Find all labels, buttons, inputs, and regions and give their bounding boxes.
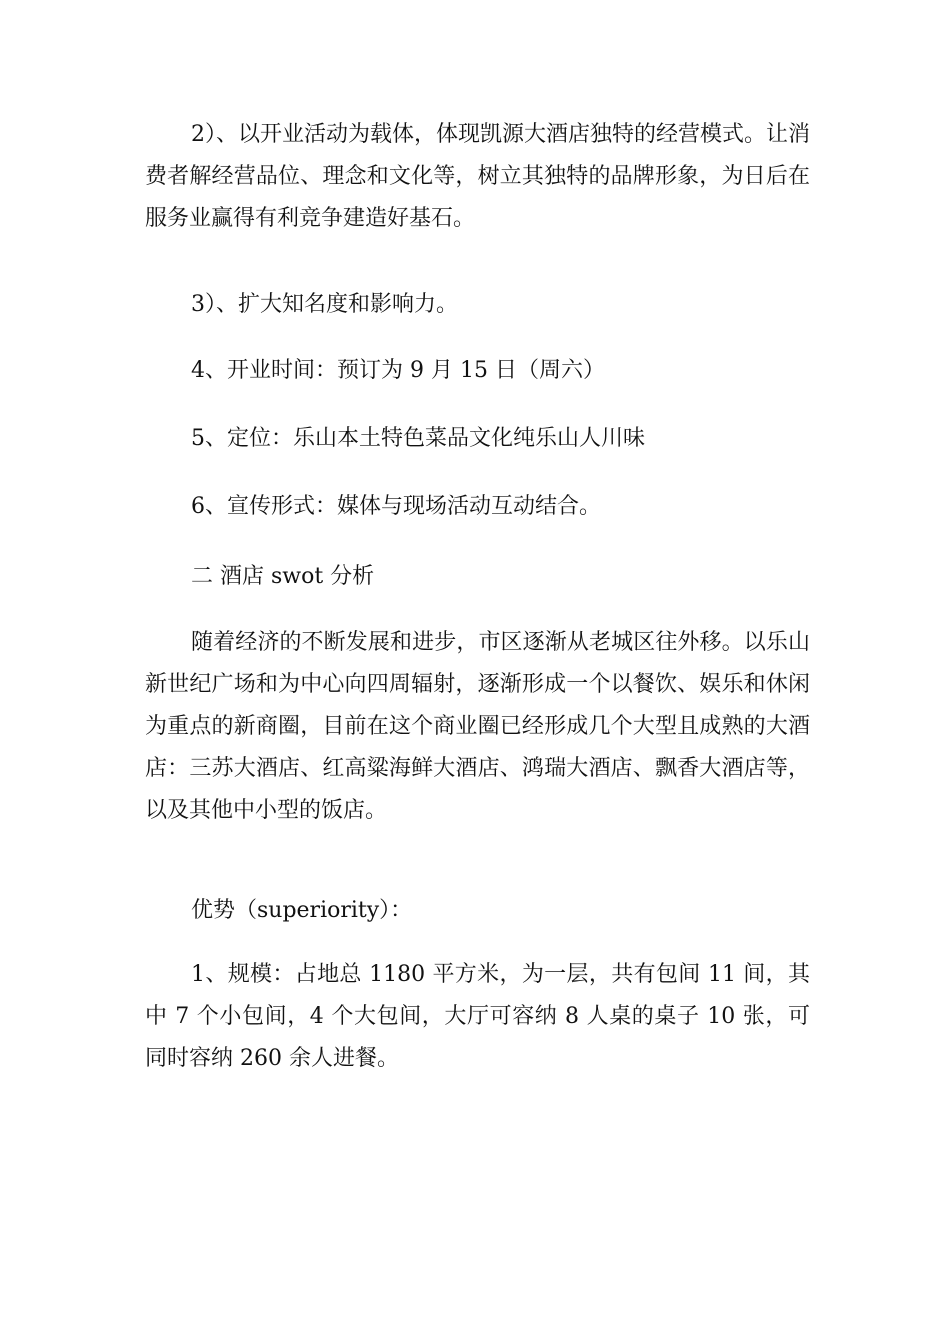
section-heading-swot: 二 酒店 swot 分析	[191, 564, 375, 589]
paragraph-promotion-form: 6、宣传形式：媒体与现场活动互动结合。	[191, 494, 601, 519]
paragraph-opening-time: 4、开业时间：预订为 9 月 15 日（周六）	[191, 358, 605, 383]
paragraph-market-context: 随着经济的不断发展和进步，市区逐渐从老城区往外移。以乐山新世纪广场和为中心向四周辐射，逐渐形成一个以餐饮、娱乐和休闲为重点的新商圈，目前在这个商业圈已经形成几个大型且成熟的大酒店：三苏大酒店、红高粱海鲜大酒店、鸿瑞大酒店、飘香大酒店等，以及其他中小型的饭店。	[145, 630, 810, 823]
subheading-superiority: 优势（superiority）：	[191, 898, 413, 923]
paragraph-positioning: 5、定位：乐山本土特色菜品文化纯乐山人川味	[191, 426, 645, 451]
paragraph-opening-goal: 2）、以开业活动为载体，体现凯源大酒店独特的经营模式。让消费者解经营品位、理念和文化等，树立其独特的品牌形象，为日后在服务业赢得有利竞争建造好基石。	[145, 122, 810, 231]
paragraph-awareness: 3）、扩大知名度和影响力。	[191, 292, 458, 317]
paragraph-scale: 1、规模：占地总 1180 平方米，为一层，共有包间 11 间，其中 7 个小包间，4 个大包间，大厅可容纳 8 人桌的桌子 10 张，可同时容纳 260 余人进餐。	[145, 962, 810, 1071]
